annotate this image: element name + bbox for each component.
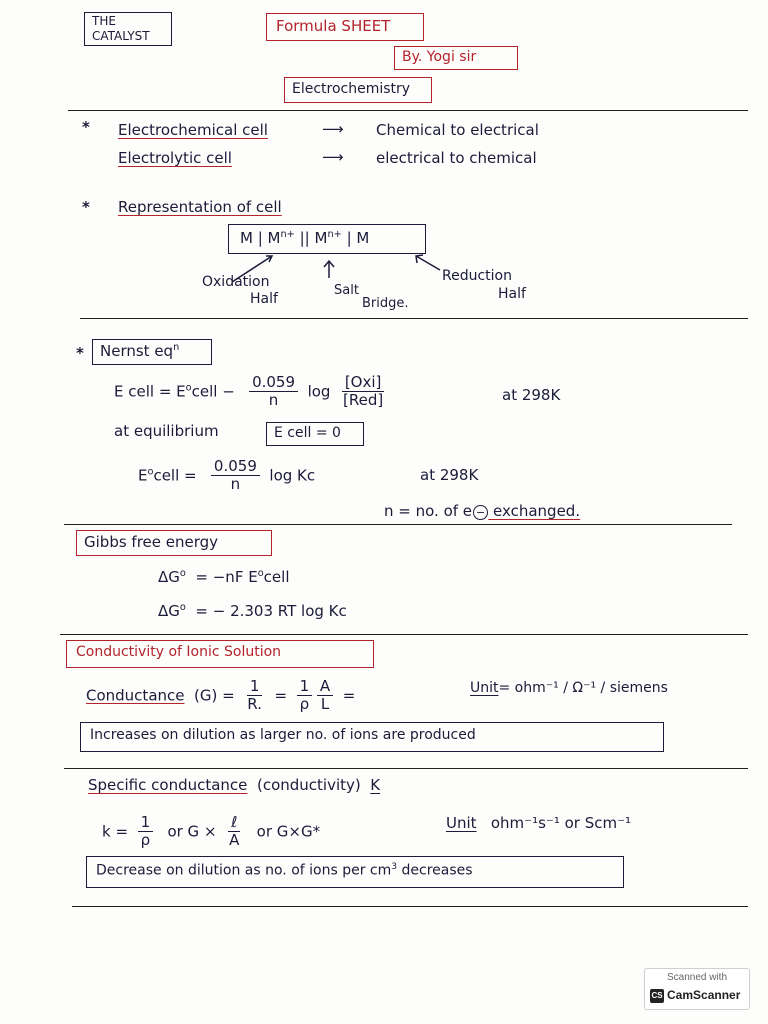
standard-emf-temp: at 298K: [420, 466, 479, 484]
nernst-equation: E cell = $E^ocell$ − $\frac{0.059}{n}$ log $\frac{\text{[Oxi]}}{\text{[Red]}}$: [114, 373, 384, 410]
salt-label: Salt: [334, 283, 359, 298]
watermark-caption: Scanned with: [666, 972, 728, 983]
nernst-heading: Nernst $eq^n$: [100, 342, 180, 360]
bridge-label: Bridge.: [362, 296, 409, 311]
conductance-equation: Conductance (G) = $\frac{1}{R.}$ = $\frac{1}{\rho}$ $\frac{A}{L}$ =: [86, 677, 356, 714]
equilibrium-label: at equilibrium: [114, 422, 219, 440]
camscanner-logo-icon: CS: [650, 989, 664, 1003]
electrolytic-label: Electrolytic cell: [118, 149, 232, 167]
divider: [60, 634, 748, 635]
specific-conductance-unit: Unit ohm⁻¹s⁻¹ or Scm⁻¹: [446, 814, 632, 832]
gibbs-equation-1: $\Delta G^o = -nF$ $E^ocell$: [158, 568, 290, 586]
bullet-1: *: [82, 118, 90, 136]
specific-conductance-equation: k = $\frac{1}{\rho}$ or G × $\frac{\text{ℓ}}{A}$ or G×G*: [102, 813, 321, 850]
arrow-icon: ⟶: [322, 120, 344, 138]
nernst-temp: at 298K: [502, 386, 561, 404]
arrow-icon: [0, 0, 768, 320]
divider: [64, 768, 748, 769]
brand-line1: THE: [92, 14, 116, 28]
camscanner-watermark: [644, 968, 750, 1010]
decrease-note: Decrease on dilution as no. of ions per $cm^3$ decreases: [96, 862, 473, 879]
divider: [72, 906, 748, 907]
divider: [64, 524, 732, 525]
bullet-2: *: [82, 198, 90, 216]
page-title: Formula SHEET: [276, 17, 391, 35]
conductivity-heading: Conductivity of Ionic Solution: [76, 644, 282, 660]
specific-conductance-heading: Specific conductance (conductivity) K: [88, 776, 381, 794]
representation-heading: Representation of cell: [118, 198, 282, 216]
standard-emf-equation: $E^ocell$ = $\frac{0.059}{n}$ log Kc: [138, 457, 316, 494]
divider: [80, 318, 748, 319]
electrochemical-label: Electrochemical cell: [118, 121, 268, 139]
dilution-note: Increases on dilution as larger no. of ions are produced: [90, 727, 476, 743]
electron-note: n = no. of e − exchanged.: [384, 502, 581, 520]
oxidation-label: Oxidation: [202, 274, 270, 290]
electrochemical-value: Chemical to electrical: [376, 121, 539, 139]
reduction-label: Reduction: [442, 268, 512, 284]
bullet-3: *: [76, 344, 84, 362]
watermark-brand: CamScanner: [667, 988, 741, 1002]
topic: Electrochemistry: [292, 81, 411, 97]
arrow-icon: ⟶: [322, 148, 344, 166]
conductance-unit: Unit= ohm⁻¹ / Ω⁻¹ / siemens: [470, 680, 668, 696]
cell-formula: M | $M^{n+}$ || $M^{n+}$ | M: [240, 229, 370, 247]
oxidation-sub: Half: [250, 291, 278, 307]
author: By. Yogi sir: [402, 49, 477, 65]
brand-line2: CATALYST: [92, 29, 150, 43]
reduction-sub: Half: [498, 286, 526, 302]
gibbs-heading: Gibbs free energy: [84, 533, 219, 551]
electrolytic-value: electrical to chemical: [376, 149, 537, 167]
equilibrium-value: E cell = 0: [274, 425, 341, 441]
gibbs-equation-2: $\Delta G^o$ = − 2.303 RT log Kc: [158, 602, 347, 620]
